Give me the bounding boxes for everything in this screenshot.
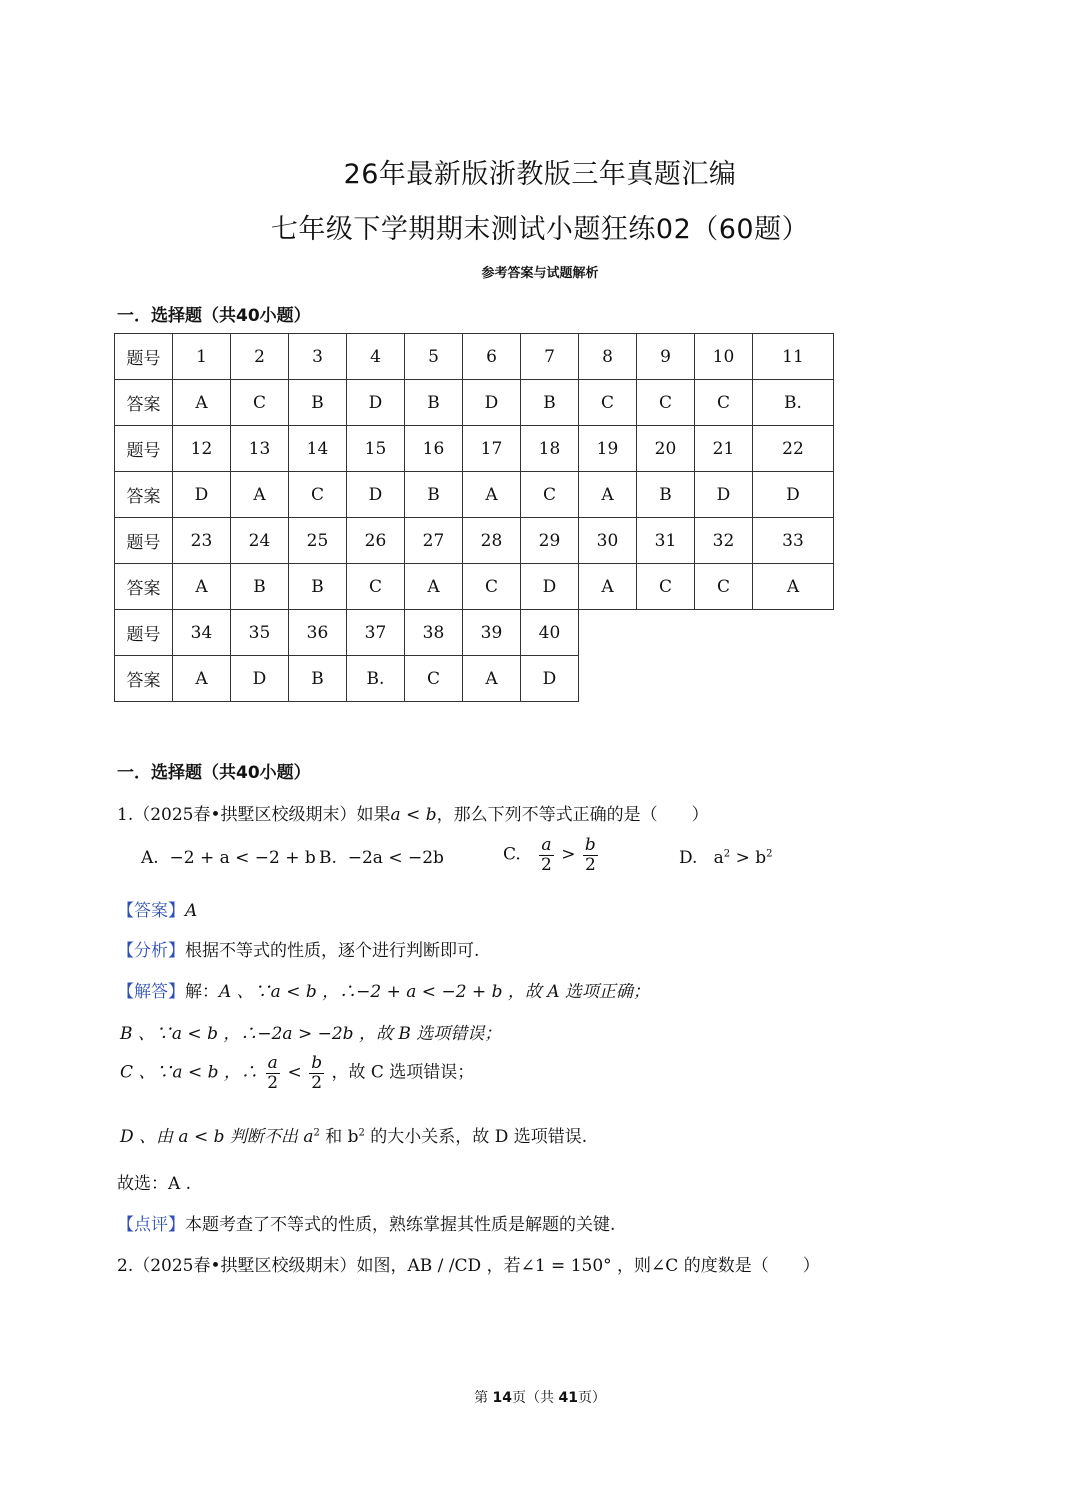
solution-line-1: 【解答】解：A 、∵a < b ，∴−2 + a < −2 + b ，故 A 选项正确； [117,982,650,1002]
question-number-cell: 30 [579,518,637,564]
fraction-a-over-2-solution: $\frac{a}{2}$ [267,1053,279,1093]
empty-cell [637,610,695,656]
question-number-cell: 14 [289,426,347,472]
answer-line: 【答案】A [117,901,198,921]
question-number-cell: 40 [521,610,579,656]
question-number-cell: 13 [231,426,289,472]
question-number-cell: 33 [753,518,834,564]
answer-cell: D [753,472,834,518]
answer-cell: C [637,380,695,426]
answer-cell: A [753,564,834,610]
answer-cell: B [289,564,347,610]
question-number-cell: 29 [521,518,579,564]
table-row-number [115,610,834,656]
empty-cell [753,610,834,656]
table-row-answer [115,656,834,702]
answer-analysis-heading: 参考答案与试题解析 [481,266,599,281]
answer-cell: B. [347,656,405,702]
question-number-cell: 9 [637,334,695,380]
question-number-cell: 27 [405,518,463,564]
question-number-cell: 12 [173,426,231,472]
answer-cell: A [463,656,521,702]
fraction-a-over-2: $\frac{a}{2}$ [541,835,552,875]
answer-table [114,333,834,702]
answer-cell: D [231,656,289,702]
question-number-cell: 8 [579,334,637,380]
fraction-b-over-2: $\frac{b}{2}$ [584,835,596,875]
answer-cell: C [231,380,289,426]
comment-line: 【点评】本题考查了不等式的性质，熟练掌握其性质是解题的关键. [117,1215,616,1235]
answer-cell: C [579,380,637,426]
answer-cell: D [695,472,753,518]
section-heading-choice: 一．选择题（共40小题） [117,306,311,326]
answer-cell: B. [753,380,834,426]
question-number-cell: 5 [405,334,463,380]
row-header-number: 题号 [115,518,173,564]
answer-cell: B [521,380,579,426]
fraction-b-over-2-solution: $\frac{b}{2}$ [311,1053,323,1093]
question-number-cell: 28 [463,518,521,564]
question-number-cell: 25 [289,518,347,564]
answer-cell: C [521,472,579,518]
answer-cell: C [695,564,753,610]
answer-cell: D [173,472,231,518]
answer-cell: C [405,656,463,702]
question-number-cell: 37 [347,610,405,656]
answer-cell: C [347,564,405,610]
answer-cell: B [405,380,463,426]
empty-cell [753,656,834,702]
option-a: A. −2 + a < −2 + b [141,848,316,868]
question-number-cell: 6 [463,334,521,380]
answer-cell: B [637,472,695,518]
empty-cell [637,656,695,702]
empty-cell [579,656,637,702]
question-number-cell: 15 [347,426,405,472]
option-b: B. −2a < −2b [319,848,444,868]
question-2-stem: 2.（2025春•拱墅区校级期末）如图，AB / /CD ，若∠1 = 150° ，则∠C 的度数是（ ） [117,1256,820,1276]
row-header-answer: 答案 [115,564,173,610]
question-number-cell: 2 [231,334,289,380]
answer-cell: B [289,656,347,702]
table-row-answer [115,380,834,426]
row-header-number: 题号 [115,334,173,380]
answer-cell: C [695,380,753,426]
question-number-cell: 26 [347,518,405,564]
table-row-number [115,518,834,564]
question-number-cell: 20 [637,426,695,472]
answer-cell: A [579,472,637,518]
row-header-number: 题号 [115,426,173,472]
question-number-cell: 16 [405,426,463,472]
row-header-number: 题号 [115,610,173,656]
answer-cell: B [289,380,347,426]
answer-cell: B [231,564,289,610]
answer-cell: A [173,380,231,426]
analysis-line: 【分析】根据不等式的性质，逐个进行判断即可. [117,941,480,961]
section-heading-choice-2: 一．选择题（共40小题） [117,763,311,783]
table-row-number [115,426,834,472]
question-number-cell: 19 [579,426,637,472]
answer-cell: A [173,656,231,702]
document-subtitle: 七年级下学期期末测试小题狂练02（60题） [270,214,810,245]
answer-cell: D [463,380,521,426]
question-number-cell: 38 [405,610,463,656]
question-number-cell: 23 [173,518,231,564]
answer-cell: C [289,472,347,518]
row-header-answer: 答案 [115,380,173,426]
question-number-cell: 39 [463,610,521,656]
empty-cell [695,656,753,702]
empty-cell [695,610,753,656]
question-number-cell: 31 [637,518,695,564]
solution-line-4: D 、由 a < b 判断不出 $a^2$ 和 $b^2$ 的大小关系，故 D 选项错误. [120,1127,588,1147]
solution-line-2: B 、∵a < b ，∴−2a > −2b ，故 B 选项错误； [120,1024,502,1044]
answer-cell: B [405,472,463,518]
table-row-answer [115,564,834,610]
answer-cell: D [521,656,579,702]
answer-cell: C [463,564,521,610]
question-number-cell: 11 [753,334,834,380]
solution-line-3: C 、∵a < b ，∴ $\frac{a}{2}$ < $\frac{b}{2}$ ，故 C 选项错误； [120,1053,475,1093]
page-footer: 第 14页（共 41页） [474,1390,606,1406]
table-row-number [115,334,834,380]
answer-cell: C [637,564,695,610]
answer-cell: D [347,380,405,426]
question-number-cell: 17 [463,426,521,472]
answer-cell: A [579,564,637,610]
question-number-cell: 1 [173,334,231,380]
row-header-answer: 答案 [115,472,173,518]
question-number-cell: 10 [695,334,753,380]
option-d: D. $a^2 > b^2$ [679,848,773,868]
choose-line: 故选：A . [117,1174,192,1194]
answer-cell: D [347,472,405,518]
question-number-cell: 7 [521,334,579,380]
answer-cell: A [173,564,231,610]
question-number-cell: 34 [173,610,231,656]
question-number-cell: 32 [695,518,753,564]
question-number-cell: 3 [289,334,347,380]
question-number-cell: 21 [695,426,753,472]
document-title: 26年最新版浙教版三年真题汇编 [343,159,737,190]
question-1-stem: 1.（2025春•拱墅区校级期末）如果a < b，那么下列不等式正确的是（ ） [117,805,709,825]
question-number-cell: 24 [231,518,289,564]
question-number-cell: 18 [521,426,579,472]
answer-cell: D [521,564,579,610]
answer-cell: A [405,564,463,610]
row-header-answer: 答案 [115,656,173,702]
answer-cell: A [463,472,521,518]
question-number-cell: 4 [347,334,405,380]
option-c: C. $\frac{a}{2}$ > $\frac{b}{2}$ [503,835,596,875]
question-number-cell: 35 [231,610,289,656]
question-number-cell: 36 [289,610,347,656]
table-row-answer [115,472,834,518]
answer-cell: A [231,472,289,518]
question-number-cell: 22 [753,426,834,472]
empty-cell [579,610,637,656]
